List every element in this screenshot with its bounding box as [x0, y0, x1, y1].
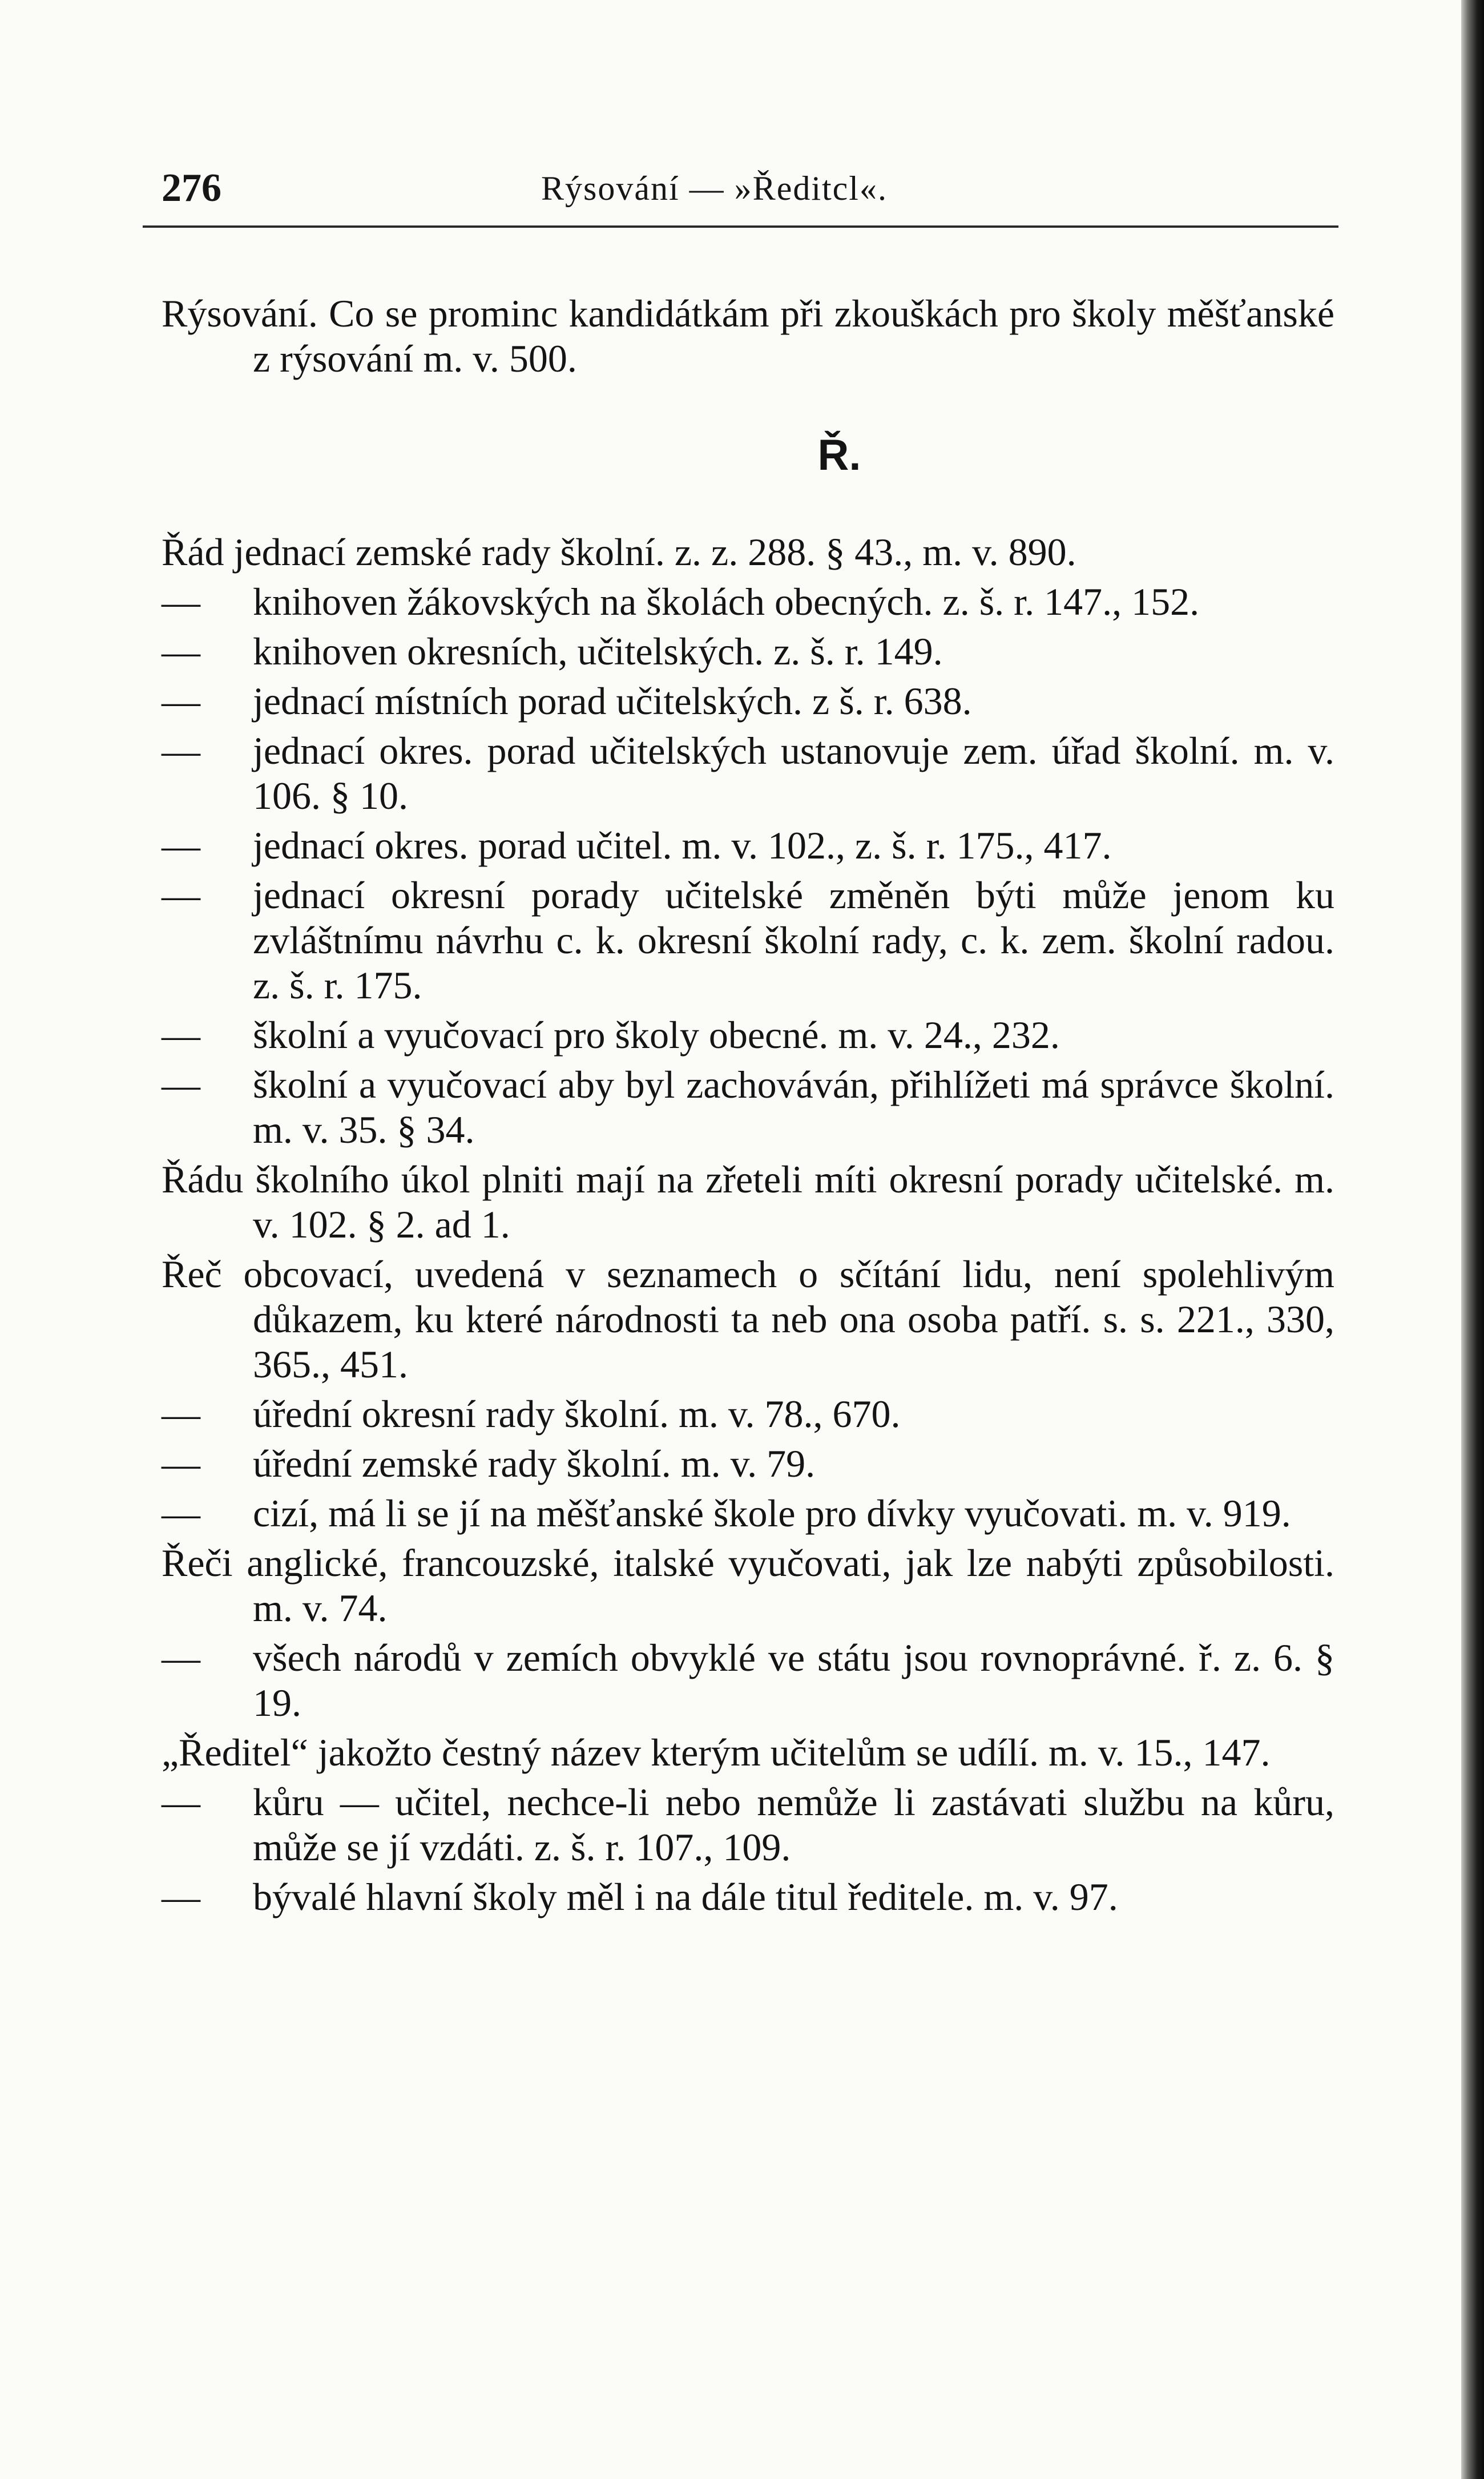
- entry-text: Řádu školního úkol plniti mají na zřeteli míti okresní porady učitelské. m. v. 102. § 2. ad 1.: [162, 1158, 1334, 1246]
- index-entry: [162, 1157, 1334, 1247]
- dash-symbol: —: [162, 824, 200, 867]
- entry-list: [162, 530, 1334, 1920]
- entry-text: školní a vyučovací pro školy obecné. m. v. 24., 232.: [253, 1013, 1060, 1057]
- dash-symbol: —: [162, 729, 200, 772]
- index-entry: [162, 1730, 1334, 1775]
- dash-symbol: —: [162, 1013, 200, 1057]
- entry-text: Rýsování. Co se prominc kandidátkám při zkouškách pro školy měšťanské z rýsování m. v. 500.: [162, 292, 1334, 380]
- dash-symbol: —: [162, 630, 200, 673]
- entry-text: knihoven okresních, učitelských. z. š. r. 149.: [253, 630, 943, 673]
- dash-symbol: —: [162, 1780, 200, 1824]
- entry-text: jednací okresní porady učitelské změněn býti může jenom ku zvláštnímu návrhu c. k. okresní školní rady, c. k. zem. školní radou. z. š. r. 175.: [253, 873, 1334, 1007]
- entry-text: jednací místních porad učitelských. z š. r. 638.: [253, 679, 972, 723]
- index-subentry: [162, 873, 1334, 1008]
- dash-symbol: —: [162, 679, 200, 723]
- index-content: [162, 291, 1334, 1920]
- dash-symbol: —: [162, 1442, 200, 1485]
- index-subentry: [162, 823, 1334, 868]
- entry-text: úřední okresní rady školní. m. v. 78., 670.: [253, 1392, 901, 1436]
- entry-text: školní a vyučovací aby byl zachováván, přihlížeti má správce školní. m. v. 35. § 34.: [253, 1063, 1334, 1151]
- entry-text: knihoven žákovských na školách obecných. z. š. r. 147., 152.: [253, 580, 1200, 623]
- index-entry: [162, 1541, 1334, 1631]
- dash-symbol: —: [162, 1875, 200, 1918]
- entry-text: všech národů v zemích obvyklé ve státu jsou rovnoprávné. ř. z. 6. § 19.: [253, 1636, 1334, 1724]
- entry-text: „Ředitel“ jakožto čestný název kterým učitelům se udílí. m. v. 15., 147.: [162, 1731, 1271, 1774]
- page-number: 276: [162, 166, 221, 210]
- index-subentry: [162, 1635, 1334, 1726]
- entry-text: Řád jednací zemské rady školní. z. z. 288. § 43., m. v. 890.: [162, 530, 1076, 574]
- index-subentry: [162, 1875, 1334, 1920]
- entry-text: cizí, má li se jí na měšťanské škole pro dívky vyučovati. m. v. 919.: [253, 1492, 1291, 1535]
- entry-text: bývalé hlavní školy měl i na dále titul ředitele. m. v. 97.: [253, 1875, 1118, 1918]
- page-binding-edge: [1461, 0, 1484, 2479]
- index-subentry: [162, 1013, 1334, 1058]
- index-subentry: [162, 1441, 1334, 1486]
- dash-symbol: —: [162, 1492, 200, 1535]
- dash-symbol: —: [162, 1063, 200, 1106]
- index-subentry: [162, 1780, 1334, 1870]
- running-title: Rýsování — »Ředitcl«.: [541, 170, 888, 207]
- index-subentry: [162, 579, 1334, 624]
- running-head: [162, 160, 1332, 228]
- dash-symbol: —: [162, 1636, 200, 1679]
- letter-heading: Ř.: [817, 431, 861, 479]
- index-entry: [162, 530, 1334, 575]
- dash-symbol: —: [162, 1392, 200, 1436]
- dash-symbol: —: [162, 873, 200, 917]
- entry-text: Řeči anglické, francouzské, italské vyučovati, jak lze nabýti způsobilosti. m. v. 74.: [162, 1541, 1334, 1630]
- entry-text: Řeč obcovací, uvedená v seznamech o sčítání lidu, není spolehlivým důkazem, ku které národnosti ta neb ona osoba patří. s. s. 221., 330, 365., 451.: [162, 1252, 1334, 1386]
- index-subentry: [162, 629, 1334, 674]
- index-subentry: [162, 1491, 1334, 1536]
- index-entry: [162, 1252, 1334, 1387]
- header-rule: [143, 225, 1338, 228]
- entry-text: kůru — učitel, nechce-li nebo nemůže li zastávati službu na kůru, může se jí vzdáti. z. š. r. 107., 109.: [253, 1780, 1334, 1869]
- index-subentry: [162, 1392, 1334, 1437]
- entry-text: jednací okres. porad učitelských ustanovuje zem. úřad školní. m. v. 106. § 10.: [253, 729, 1334, 817]
- entry-text: jednací okres. porad učitel. m. v. 102., z. š. r. 175., 417.: [253, 824, 1112, 867]
- index-subentry: [162, 1062, 1334, 1152]
- entry-text: úřední zemské rady školní. m. v. 79.: [253, 1442, 816, 1485]
- index-subentry: [162, 728, 1334, 819]
- index-subentry: [162, 679, 1334, 724]
- dash-symbol: —: [162, 580, 200, 623]
- index-entry: [162, 291, 1334, 381]
